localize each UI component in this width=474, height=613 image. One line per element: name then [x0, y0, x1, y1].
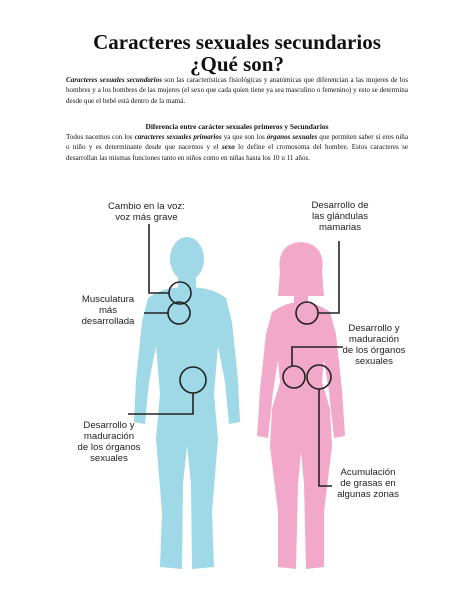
intro-paragraph	[66, 75, 408, 106]
section-text-1: Todos nacemos con los	[66, 133, 135, 141]
label-male-organs	[69, 420, 149, 464]
emphasis-sex: sexo	[221, 143, 235, 152]
male-silhouette	[134, 237, 240, 569]
female-torso	[257, 302, 345, 569]
label-female-organs-line-1: Desarrollo y	[348, 323, 400, 334]
label-male-organs-line-1: Desarrollo y	[83, 420, 135, 431]
section-paragraph	[66, 132, 408, 163]
label-male-organs-line-4: sexuales	[90, 453, 128, 464]
label-muscle-line-2: más	[98, 305, 118, 316]
emphasis-sexual-organs: órganos sexuales	[266, 133, 318, 141]
section-text-2: ya que son los	[221, 133, 267, 141]
label-female-organs	[336, 323, 412, 367]
label-fat-line-1: Acumulación	[340, 467, 396, 478]
label-female-organs-line-2: maduración	[348, 334, 400, 345]
label-fat-accumulation	[330, 467, 406, 500]
label-fat-line-3: algunas zonas	[337, 489, 399, 500]
page-title: Caracteres sexuales secundarios	[93, 30, 381, 54]
page-subtitle: ¿Qué son?	[190, 52, 284, 76]
label-muscle-line-3: desarrollada	[81, 316, 135, 327]
label-muscle-line-1: Musculatura	[81, 294, 135, 305]
section-text-3: que permiten saber si eres niña o niño y es determinante desde que nacemos y el	[66, 133, 408, 152]
label-voice-line-1: Cambio en la voz:	[108, 201, 185, 212]
label-male-organs-line-2: maduración	[83, 431, 135, 442]
female-silhouette	[257, 242, 345, 569]
label-voice-line-2: voz más grave	[115, 212, 178, 223]
label-male-organs-line-3: de los órganos	[77, 442, 141, 453]
body-diagram-svg	[66, 184, 408, 588]
label-female-organs-line-3: de los órganos	[342, 345, 406, 356]
body-diagram	[66, 184, 408, 588]
male-torso	[134, 287, 240, 569]
label-voice-change	[108, 201, 185, 223]
label-fat-line-2: de grasas en	[340, 478, 396, 489]
label-breast-line-2: las glándulas	[311, 211, 368, 222]
section-text-4: lo define el cromosoma del hombre. Estos caracteres se desarrollan las mismas funciones tanto en niños como en niñas hasta los 10 u 11 años.	[66, 143, 409, 162]
intro-text: son las características fisiológicas y anatómicas que diferencian a las mujeres de los hombres y a los hombres de las mujeres (el sexo que cada quien tiene ya sea masculino o femenino) y esto se determina desde que el bebé está dentro de la mamá.	[66, 76, 408, 105]
label-breast-line-1: Desarrollo de	[311, 200, 369, 211]
intro-term: Caracteres sexuales secundarios	[66, 76, 162, 84]
callout-voice-line	[149, 224, 169, 293]
male-head	[170, 237, 204, 281]
female-hair	[278, 242, 324, 296]
label-muscles	[71, 294, 145, 327]
label-breast-line-3: mamarias	[318, 222, 362, 233]
emphasis-primary-characters: caracteres sexuales primarios	[134, 133, 222, 141]
label-breast-development	[300, 200, 380, 233]
section-heading: Diferencia entre carácter sexuales primeros y Secundarios	[145, 122, 329, 131]
label-female-organs-line-4: sexuales	[355, 356, 393, 367]
